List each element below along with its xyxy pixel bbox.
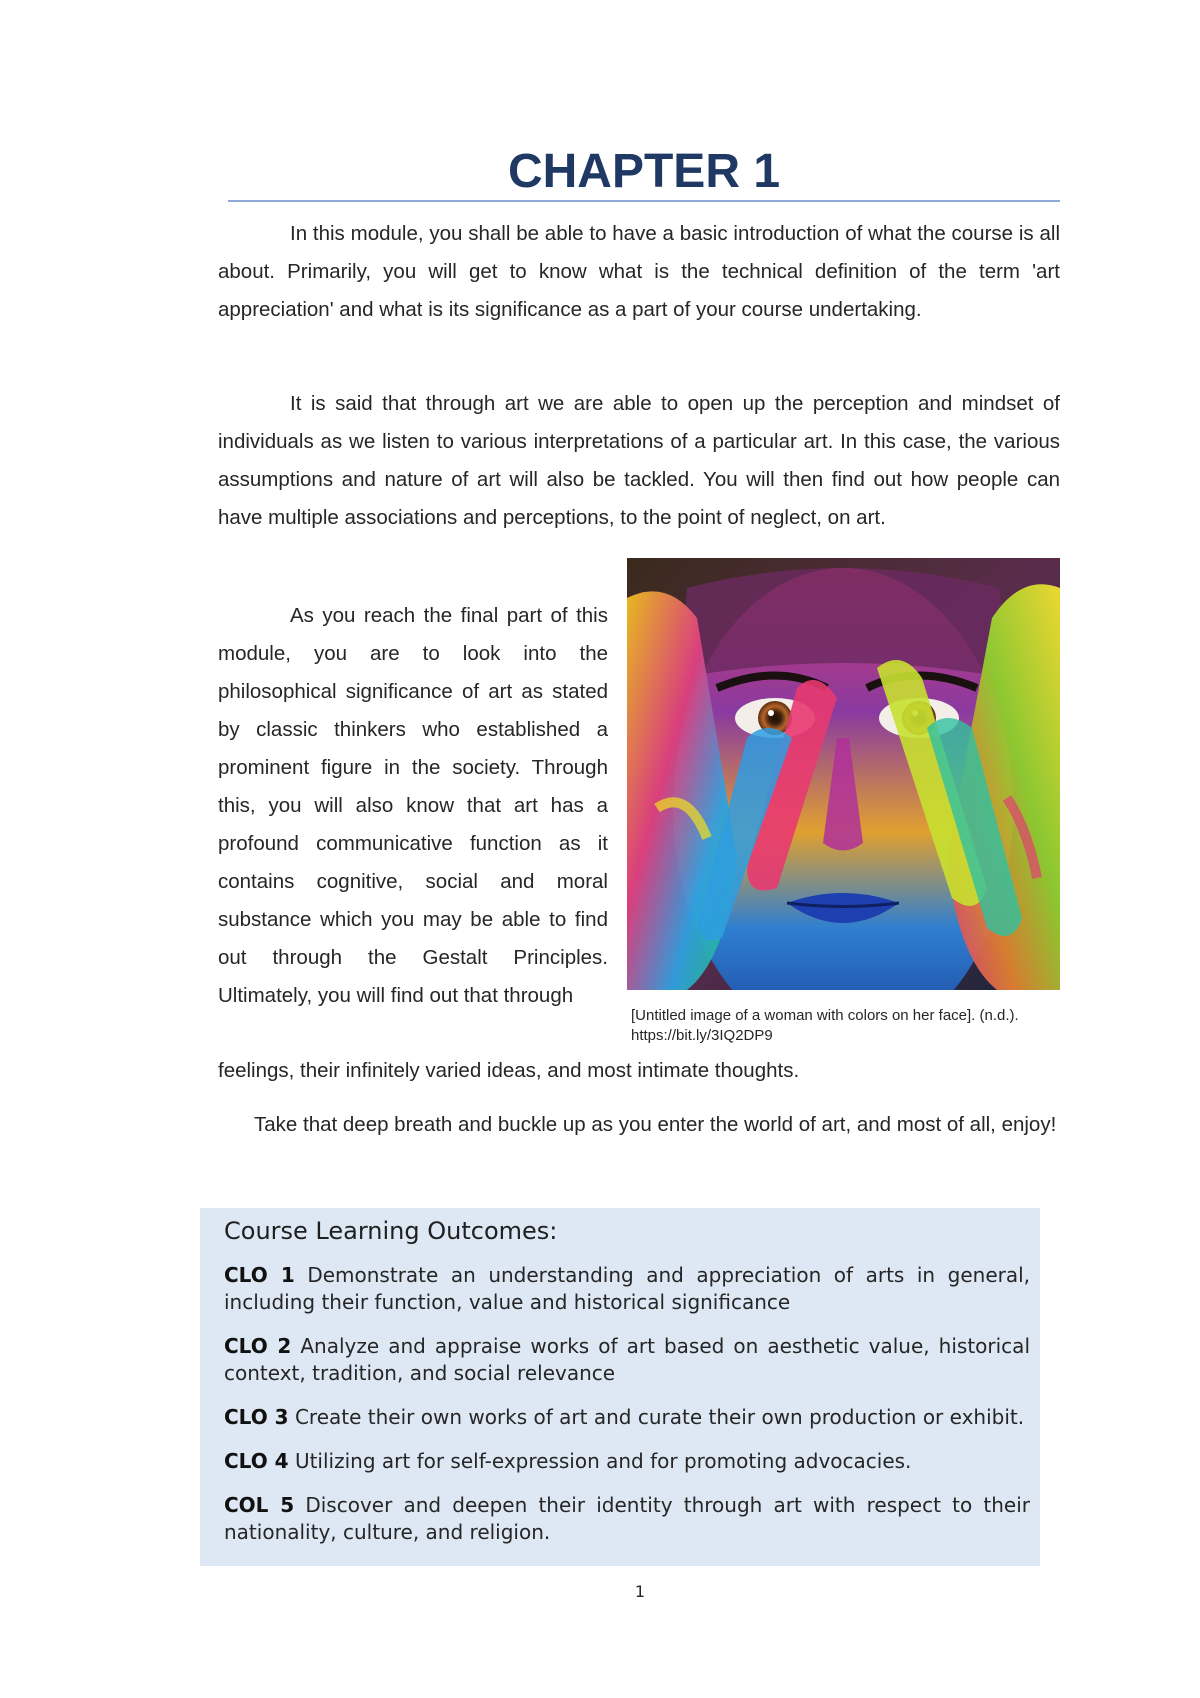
outcome-text: Analyze and appraise works of art based on aesthetic value, historical context, tradition, and social relevance [224, 1334, 1030, 1385]
philosophy-paragraph-continued: feelings, their infinitely varied ideas, and most intimate thoughts. [218, 1059, 800, 1082]
philosophy-paragraph: As you reach the final part of this module, you are to look into the philosophical significance of art as stated by classic thinkers who established a prominent figure in the society. Through this, you will also know that art has a profound communicative function as it contains cognitive, social and moral substance which you may be able to find out through the Gestalt Principles. Ultimately, you will find out that through [218, 604, 608, 1007]
outcome-item [224, 1404, 1030, 1431]
chapter-title: CHAPTER 1 [507, 145, 781, 198]
intro-paragraph: In this module, you shall be able to have a basic introduction of what the course is all about. Primarily, you will get to know what is the technical definition of the term 'art appreciation' and what is its significance as a part of your course undertaking. [218, 222, 1060, 321]
outcome-item [224, 1333, 1030, 1387]
outcome-code: COL 5 [224, 1493, 295, 1517]
outcome-item [224, 1492, 1030, 1546]
outcome-code: CLO 2 [224, 1334, 292, 1358]
outcome-text: Demonstrate an understanding and appreciation of arts in general, including their function, value and historical significance [224, 1263, 1031, 1314]
outcome-code: CLO 3 [224, 1405, 289, 1429]
outcome-code: CLO 4 [224, 1449, 289, 1473]
title-underline [228, 200, 1060, 202]
page-number: 1 [634, 1582, 646, 1601]
outcome-text: Create their own works of art and curate their own production or exhibit. [294, 1405, 1025, 1429]
outcomes-heading: Course Learning Outcomes: [224, 1217, 558, 1245]
outcome-text: Discover and deepen their identity through art with respect to their nationality, culture, and religion. [224, 1493, 1030, 1544]
closing-paragraph: Take that deep breath and buckle up as you enter the world of art, and most of all, enjoy! [254, 1113, 1057, 1136]
image-caption: [Untitled image of a woman with colors on her face]. (n.d.). https://bit.ly/3IQ2DP9 [631, 1007, 1019, 1044]
outcomes-list [224, 1262, 1030, 1563]
outcome-item [224, 1448, 1030, 1475]
outcome-item [224, 1262, 1030, 1316]
outcome-text: Utilizing art for self-expression and for promoting advocacies. [294, 1449, 912, 1473]
painted-face-image [627, 558, 1060, 990]
art-perception-paragraph: It is said that through art we are able to open up the perception and mindset of individuals as we listen to various interpretations of a particular art. In this case, the various assumptions and nature of art will also be tackled. You will then find out how people can have multiple associations and perceptions, to the point of neglect, on art. [218, 392, 1060, 529]
outcome-code: CLO 1 [224, 1263, 295, 1287]
painted-face-illustration [627, 558, 1060, 990]
